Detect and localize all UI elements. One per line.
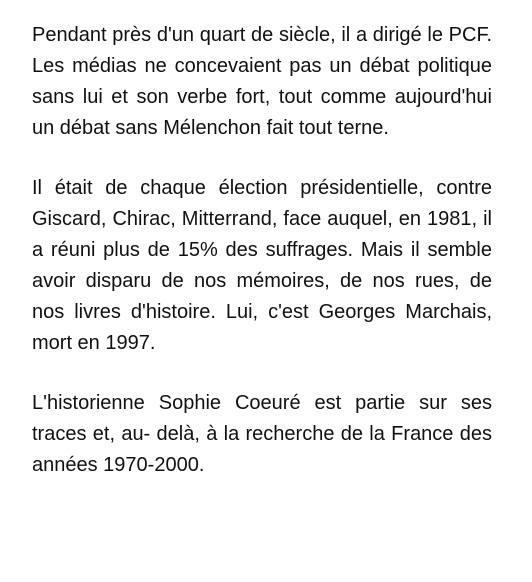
paragraph-historian: L'historienne Sophie Coeuré est partie sur ses traces et, au- delà, à la recherche de la France des années 1970-2000. <box>32 392 492 476</box>
paragraph-intro: Pendant près d'un quart de siècle, il a dirigé le PCF. Les médias ne concevaient pas un débat politique sans lui et son verbe fort, tout comme aujourd'hui un débat sans Mélenchon fait tout terne. <box>32 24 492 139</box>
paragraph-elections: Il était de chaque élection présidentielle, contre Giscard, Chirac, Mitterrand, face auquel, en 1981, il a réuni plus de 15% des suffrages. Mais il semble avoir disparu de nos mémoires, de nos rues, de nos livres d'histoire. Lui, c'est Georges Marchais, mort en 1997. <box>32 177 492 354</box>
document-body <box>32 20 492 481</box>
